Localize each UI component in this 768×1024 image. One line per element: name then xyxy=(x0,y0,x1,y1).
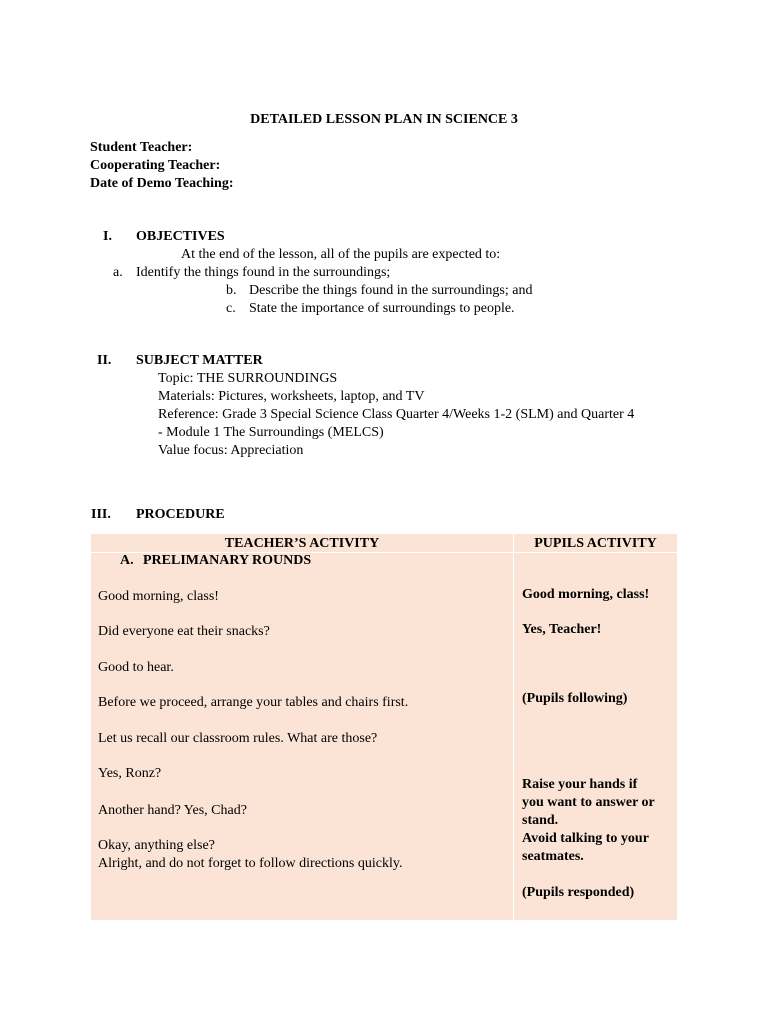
student-teacher-label: Student Teacher: xyxy=(90,140,193,155)
pupil-line: you want to answer or xyxy=(522,795,655,810)
date-of-demo-label: Date of Demo Teaching: xyxy=(90,176,234,191)
pupil-line: seatmates. xyxy=(522,849,584,864)
teacher-line: Did everyone eat their snacks? xyxy=(98,624,270,639)
section-marker: A. xyxy=(120,553,134,568)
value-focus-line: Value focus: Appreciation xyxy=(158,443,304,458)
procedure-table xyxy=(91,534,677,920)
document-title: DETAILED LESSON PLAN IN SCIENCE 3 xyxy=(250,112,518,127)
objective-item-c: State the importance of surroundings to people. xyxy=(249,301,515,316)
section-title: PRELIMANARY ROUNDS xyxy=(143,553,312,568)
procedure-heading: PROCEDURE xyxy=(136,507,225,522)
column-divider xyxy=(513,534,514,920)
reference-line-1: Reference: Grade 3 Special Science Class Quarter 4/Weeks 1-2 (SLM) and Quarter 4 xyxy=(158,407,635,422)
reference-line-2: - Module 1 The Surroundings (MELCS) xyxy=(158,425,384,440)
cooperating-teacher-label: Cooperating Teacher: xyxy=(90,158,221,173)
objectives-numeral: I. xyxy=(103,229,112,244)
teacher-line: Good morning, class! xyxy=(98,589,219,604)
objective-marker-a: a. xyxy=(113,265,123,280)
objective-item-a: Identify the things found in the surroundings; xyxy=(136,265,391,280)
objective-item-b: Describe the things found in the surroundings; and xyxy=(249,283,533,298)
teacher-line: Another hand? Yes, Chad? xyxy=(98,803,247,818)
objectives-intro: At the end of the lesson, all of the pupils are expected to: xyxy=(181,247,501,262)
pupil-line: Good morning, class! xyxy=(522,587,650,602)
objective-marker-c: c. xyxy=(226,301,236,316)
teacher-activity-header: TEACHER’S ACTIVITY xyxy=(224,536,380,551)
teacher-line: Okay, anything else? xyxy=(98,838,215,853)
objective-marker-b: b. xyxy=(226,283,237,298)
subject-matter-numeral: II. xyxy=(97,353,112,368)
teacher-line: Alright, and do not forget to follow directions quickly. xyxy=(98,856,403,871)
subject-matter-heading: SUBJECT MATTER xyxy=(136,353,263,368)
pupil-line: Avoid talking to your xyxy=(522,831,649,846)
teacher-line: Good to hear. xyxy=(98,660,174,675)
pupil-line: (Pupils responded) xyxy=(522,885,635,900)
procedure-numeral: III. xyxy=(91,507,111,522)
pupil-line: Raise your hands if xyxy=(522,777,638,792)
pupil-line: stand. xyxy=(522,813,559,828)
teacher-line: Yes, Ronz? xyxy=(98,766,162,781)
teacher-line: Before we proceed, arrange your tables and chairs first. xyxy=(98,695,409,710)
pupils-activity-header: PUPILS ACTIVITY xyxy=(534,536,657,551)
topic-line: Topic: THE SURROUNDINGS xyxy=(158,371,338,386)
materials-line: Materials: Pictures, worksheets, laptop, and TV xyxy=(158,389,425,404)
objectives-heading: OBJECTIVES xyxy=(136,229,225,244)
teacher-line: Let us recall our classroom rules. What are those? xyxy=(98,731,378,746)
pupil-line: (Pupils following) xyxy=(522,691,628,706)
pupil-line: Yes, Teacher! xyxy=(522,622,602,637)
